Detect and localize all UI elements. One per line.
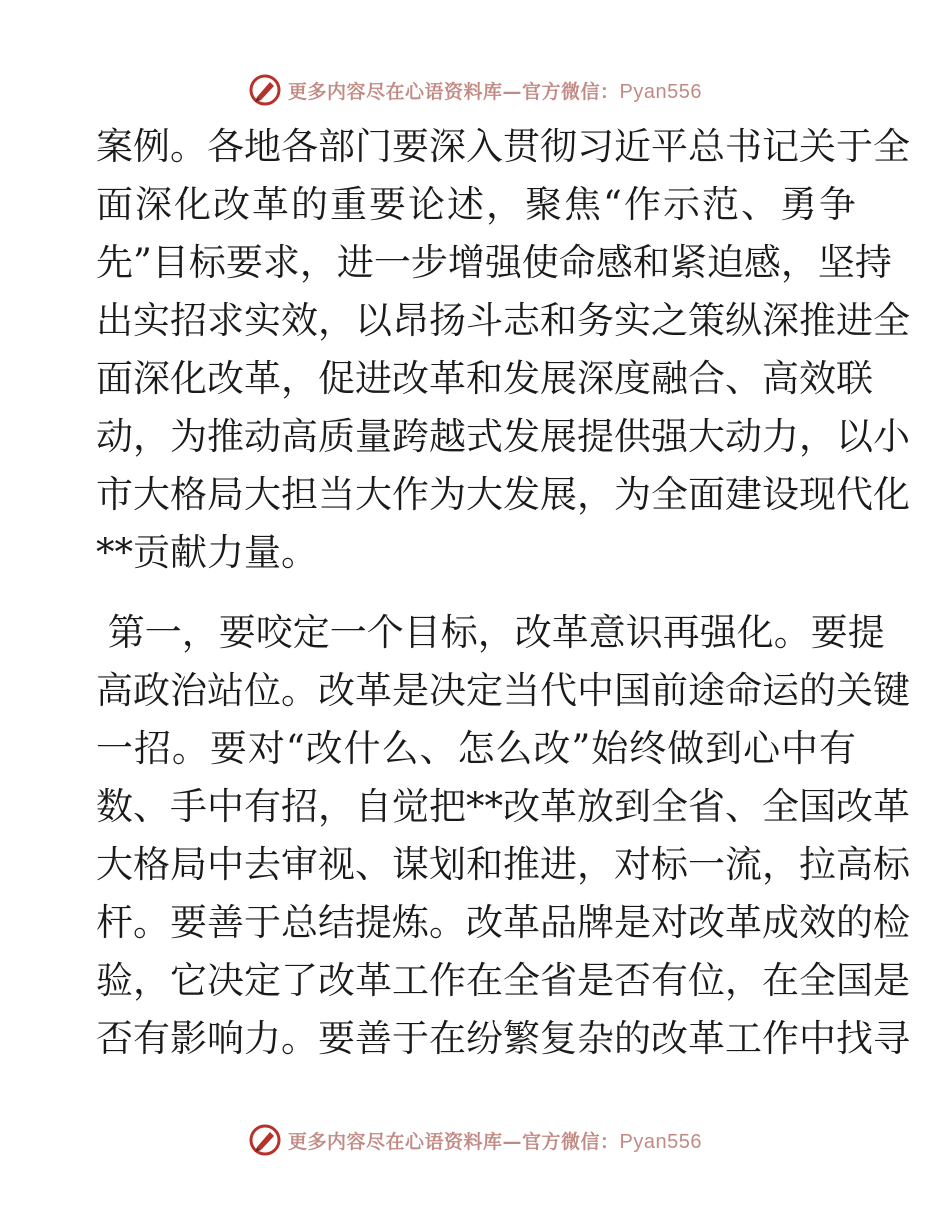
text-line: 出实招求实效，以昂扬斗志和务实之策纵深推进全 <box>96 299 910 342</box>
text-line: 否有影响力。要善于在纷繁复杂的改革工作中找寻 <box>96 1017 910 1060</box>
text-line: 验，它决定了改革工作在全省是否有位，在全国是 <box>96 959 910 1002</box>
text-line: 杆。要善于总结提炼。改革品牌是对改革成效的检 <box>96 901 910 944</box>
text-line: 动，为推动高质量跨越式发展提供强大动力，以小 <box>96 415 910 458</box>
pen-logo-icon <box>248 73 282 107</box>
text-line: 一招。要对“改什么、怎么改”始终做到心中有 <box>96 727 856 770</box>
text-line: 面深化改革，促进改革和发展深度融合、高效联 <box>96 357 873 400</box>
text-line: 先”目标要求，进一步增强使命感和紧迫感，坚持 <box>96 241 892 284</box>
footer-wechat-id: Pyan556 <box>619 1130 702 1153</box>
header-text: 更多内容尽在心语资料库—官方微信：Pyan556 <box>288 80 702 103</box>
text-line: **贡献力量。 <box>96 531 318 574</box>
text-line: 市大格局大担当大作为大发展，为全面建设现代化 <box>96 473 910 516</box>
footer-text: 更多内容尽在心语资料库—官方微信：Pyan556 <box>288 1130 702 1153</box>
text-line: 第一，要咬定一个目标，改革意识再强化。要提 <box>96 611 885 654</box>
header-wechat-id: Pyan556 <box>619 80 702 103</box>
pen-logo-icon <box>248 1123 282 1157</box>
text-line: 高政治站位。改革是决定当代中国前途命运的关键 <box>96 669 910 712</box>
text-line: 数、手中有招，自觉把**改革放到全省、全国改革 <box>96 785 910 828</box>
document-body <box>96 118 910 1068</box>
text-line: 面深化改革的重要论述，聚焦“作示范、勇争 <box>96 183 856 226</box>
header-banner <box>0 68 950 112</box>
text-line: 案例。各地各部门要深入贯彻习近平总书记关于全 <box>96 125 910 168</box>
footer-banner <box>0 1118 950 1162</box>
paragraph-1 <box>96 118 910 582</box>
paragraph-2 <box>96 604 910 1068</box>
text-line: 大格局中去审视、谋划和推进，对标一流，拉高标 <box>96 843 910 886</box>
